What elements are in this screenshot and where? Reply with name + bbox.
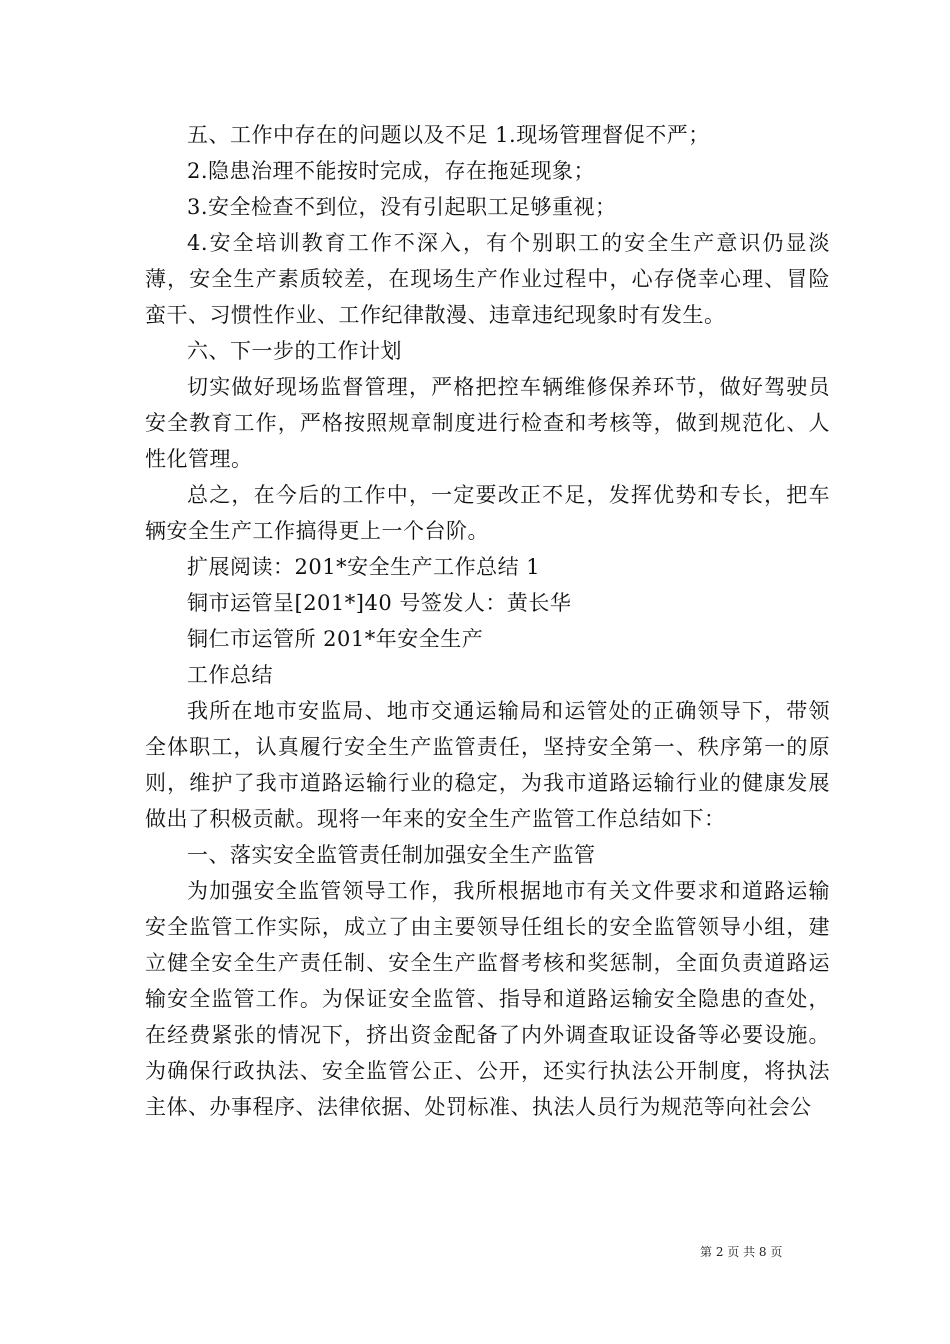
paragraph-problem-4: 4.安全培训教育工作不深入，有个别职工的安全生产意识仍显淡薄，安全生产素质较差，在现场生产作业过程中，心存侥幸心理、冒险蛮干、习惯性作业、工作纪律散漫、违章违纪现象时有发生。: [145, 231, 830, 327]
paragraph-section-1-heading: 一、落实安全监管责任制加强安全生产监管: [187, 843, 596, 867]
paragraph-problem-2: 2.隐患治理不能按时完成，存在拖延现象；: [187, 159, 596, 183]
paragraph-document-number: 铜市运管呈[201*]40 号签发人：黄长华: [187, 591, 572, 615]
paragraph-introduction: 我所在地市安监局、地市交通运输局和运管处的正确领导下，带领全体职工，认真履行安全生产监管责任，坚持安全第一、秩序第一的原则，维护了我市道路运输行业的稳定，为我市道路运输行业的健康发展做出了积极贡献。现将一年来的安全生产监管工作总结如下：: [145, 699, 830, 831]
paragraph-problem-3: 3.安全检查不到位，没有引起职工足够重视；: [187, 195, 617, 219]
paragraph-section-5-problems: 五、工作中存在的问题以及不足 1.现场管理督促不严；: [187, 123, 710, 147]
paragraph-report-title-line-2: 工作总结: [187, 663, 273, 687]
paragraph-extended-reading: 扩展阅读：201*安全生产工作总结 1: [187, 555, 541, 579]
paragraph-conclusion: 总之，在今后的工作中，一定要改正不足，发挥优势和专长，把车辆安全生产工作搞得更上一个台阶。: [145, 483, 830, 543]
document-body: [145, 117, 830, 1125]
paragraph-section-1-body: 为加强安全监管领导工作，我所根据地市有关文件要求和道路运输安全监管工作实际，成立了由主要领导任组长的安全监管领导小组，建立健全安全生产责任制、安全生产监督考核和奖惩制，全面负责道路运输安全监管工作。为保证安全监管、指导和道路运输安全隐患的查处，在经费紧张的情况下，挤出资金配备了内外调查取证设备等必要设施。为确保行政执法、安全监管公正、公开，还实行执法公开制度，将执法主体、办事程序、法律依据、处罚标准、执法人员行为规范等向社会公: [145, 879, 830, 1119]
paragraph-report-title-line-1: 铜仁市运管所 201*年安全生产: [187, 627, 484, 651]
page-number-footer: 第 2 页 共 8 页: [700, 1245, 783, 1259]
paragraph-work-plan: 切实做好现场监督管理，严格把控车辆维修保养环节，做好驾驶员安全教育工作，严格按照规章制度进行检查和考核等，做到规范化、人性化管理。: [145, 375, 830, 471]
paragraph-section-6-heading: 六、下一步的工作计划: [187, 339, 402, 363]
